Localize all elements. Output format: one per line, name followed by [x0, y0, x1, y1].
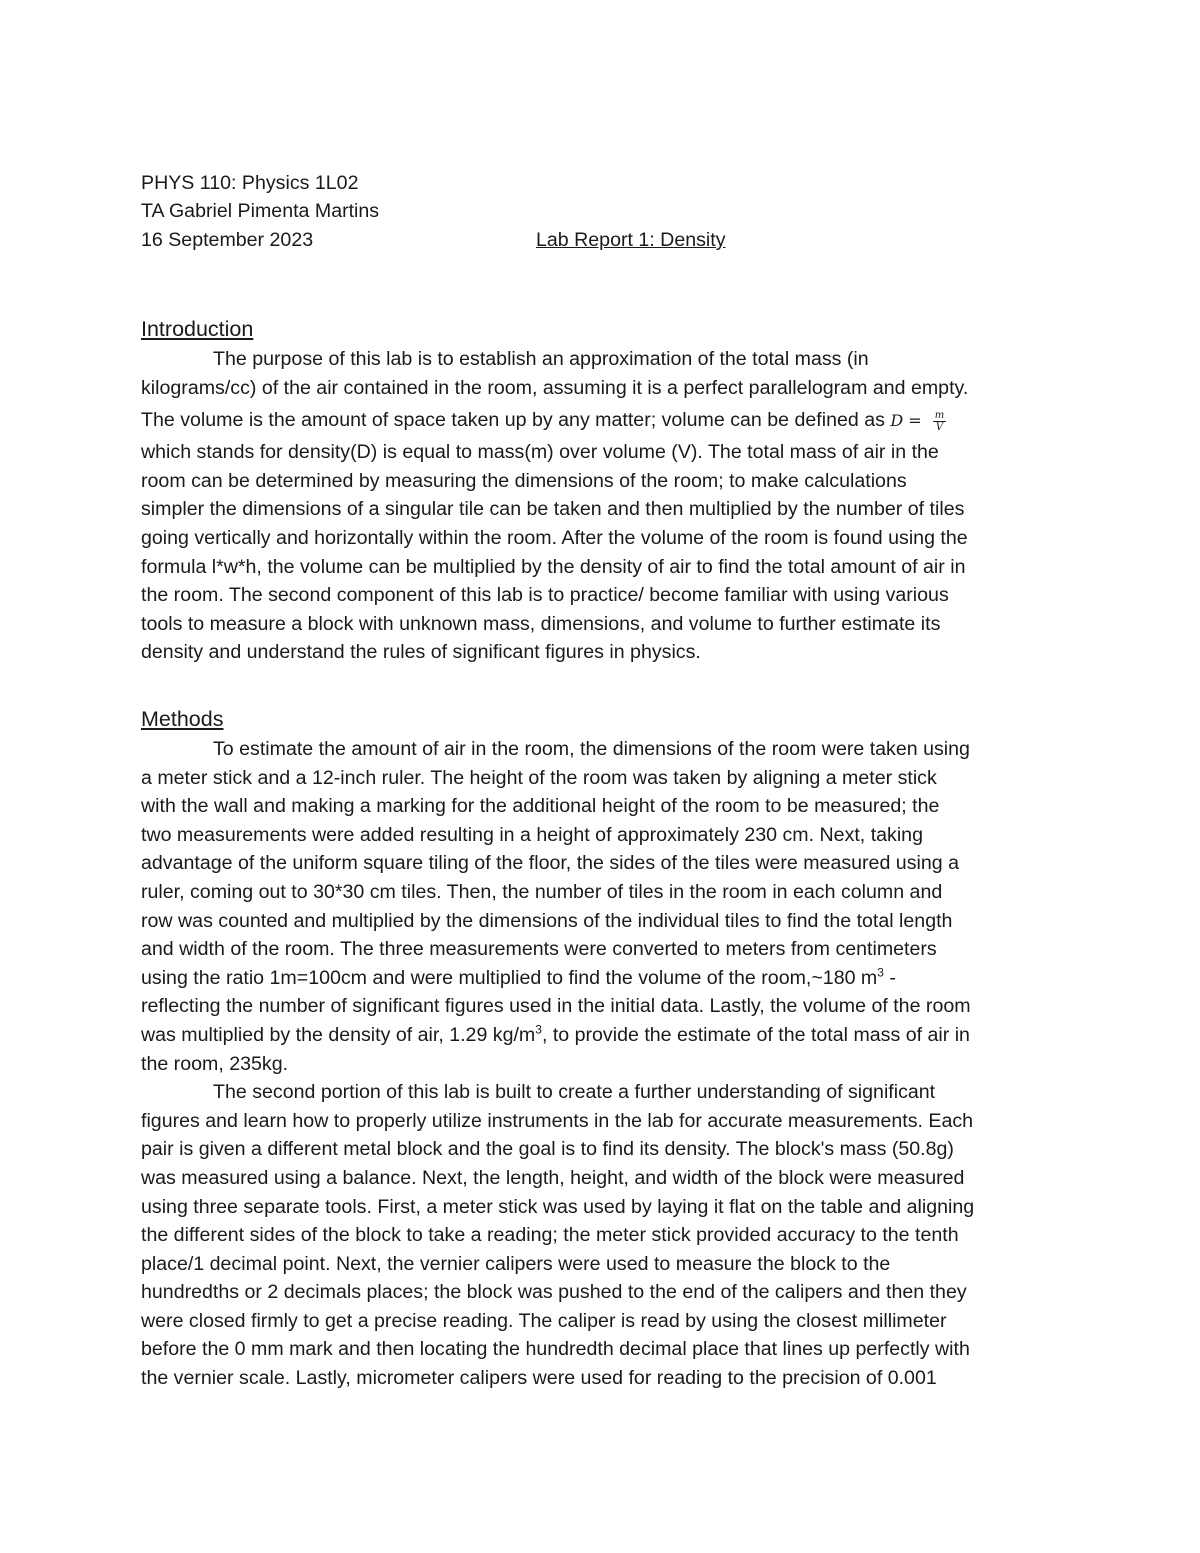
methods-line: using three separate tools. First, a meter stick was used by laying it flat on the table and aligning	[141, 1195, 975, 1218]
intro-line: kilograms/cc) of the air contained in the room, assuming it is a perfect parallelogram and empty.	[141, 376, 969, 399]
intro-line: going vertically and horizontally within the room. After the volume of the room is found using the	[141, 526, 968, 549]
introduction-heading: Introduction	[141, 317, 254, 341]
intro-line: the room. The second component of this lab is to practice/ become familiar with using various	[141, 584, 949, 607]
intro-formula-line	[141, 402, 1071, 438]
methods-line: reflecting the number of significant figures used in the initial data. Lastly, the volume of the room	[141, 995, 971, 1018]
formula-lhs: D	[890, 411, 904, 431]
methods-line: were closed firmly to get a precise reading. The caliper is read by using the closest millimeter	[141, 1309, 947, 1332]
intro-line: which stands for density(D) is equal to mass(m) over volume (V). The total mass of air in the	[141, 441, 939, 464]
methods-line: a meter stick and a 12-inch ruler. The height of the room was taken by aligning a meter stick	[141, 766, 937, 789]
methods-line: hundredths or 2 decimals places; the block was pushed to the end of the calipers and then they	[141, 1281, 967, 1304]
formula-fraction	[933, 410, 946, 433]
methods-line: pair is given a different metal block and the goal is to find its density. The block's mass (50.8g)	[141, 1138, 954, 1161]
methods-line: two measurements were added resulting in a height of approximately 230 cm. Next, taking	[141, 823, 923, 846]
intro-line: density and understand the rules of significant figures in physics.	[141, 641, 701, 664]
methods-line: with the wall and making a marking for the additional height of the room to be measured; the	[141, 795, 940, 818]
methods-line-text: , to provide the estimate of the total mass of air in	[541, 1023, 970, 1046]
intro-line: simpler the dimensions of a singular tile can be taken and then multiplied by the number of tiles	[141, 498, 965, 521]
methods-line: ruler, coming out to 30*30 cm tiles. Then, the number of tiles in the room in each column and	[141, 880, 943, 903]
introduction-paragraph	[141, 345, 1071, 667]
report-title: Lab Report 1: Density	[536, 229, 726, 251]
methods-line: the vernier scale. Lastly, micrometer calipers were used for reading to the precision of 0.001	[141, 1367, 937, 1390]
superscript: 3	[877, 965, 884, 980]
formula-denominator: V	[935, 421, 944, 433]
methods-line: the room, 235kg.	[141, 1052, 289, 1075]
formula-numerator: m	[934, 409, 945, 421]
intro-line: formula l*w*h, the volume can be multiplied by the density of air to find the total amount of air in	[141, 555, 966, 578]
methods-paragraph-1	[141, 735, 1071, 1393]
methods-line: The second portion of this lab is built to create a further understanding of significant	[213, 1081, 936, 1104]
methods-line: the different sides of the block to take a reading; the meter stick provided accuracy to the tenth	[141, 1224, 959, 1247]
intro-line-text: The volume is the amount of space taken up by any matter; volume can be defined as	[141, 409, 891, 432]
methods-line: place/1 decimal point. Next, the vernier calipers were used to measure the block to the	[141, 1252, 891, 1275]
methods-line: To estimate the amount of air in the room, the dimensions of the room were taken using	[213, 738, 970, 760]
methods-heading: Methods	[141, 707, 224, 731]
methods-line: was measured using a balance. Next, the length, height, and width of the block were measured	[141, 1166, 965, 1189]
intro-line: room can be determined by measuring the dimensions of the room; to make calculations	[141, 469, 907, 492]
ta-line: TA Gabriel Pimenta Martins	[141, 200, 380, 222]
methods-line: advantage of the uniform square tiling of the floor, the sides of the tiles were measured using a	[141, 852, 959, 875]
intro-line: tools to measure a block with unknown mass, dimensions, and volume to further estimate its	[141, 612, 941, 635]
superscript: 3	[535, 1022, 542, 1037]
intro-line: The purpose of this lab is to establish an approximation of the total mass (in	[213, 348, 869, 370]
methods-line-text: -	[883, 966, 896, 989]
formula-equals: =	[903, 411, 927, 431]
methods-line	[141, 1021, 1071, 1050]
methods-line: figures and learn how to properly utilize instruments in the lab for accurate measurements. Each	[141, 1109, 974, 1132]
methods-line-text: using the ratio 1m=100cm and were multiplied to find the volume of the room,~180 m	[141, 966, 878, 989]
methods-line	[141, 964, 1071, 993]
methods-line: row was counted and multiplied by the dimensions of the individual tiles to find the total length	[141, 909, 953, 932]
date-line: 16 September 2023	[141, 229, 314, 251]
methods-line: and width of the room. The three measurements were converted to meters from centimeters	[141, 938, 937, 961]
course-line: PHYS 110: Physics 1L02	[141, 172, 359, 194]
methods-line-text: was multiplied by the density of air, 1.29 kg/m	[141, 1023, 536, 1046]
methods-line: before the 0 mm mark and then locating the hundredth decimal place that lines up perfectly with	[141, 1338, 970, 1361]
